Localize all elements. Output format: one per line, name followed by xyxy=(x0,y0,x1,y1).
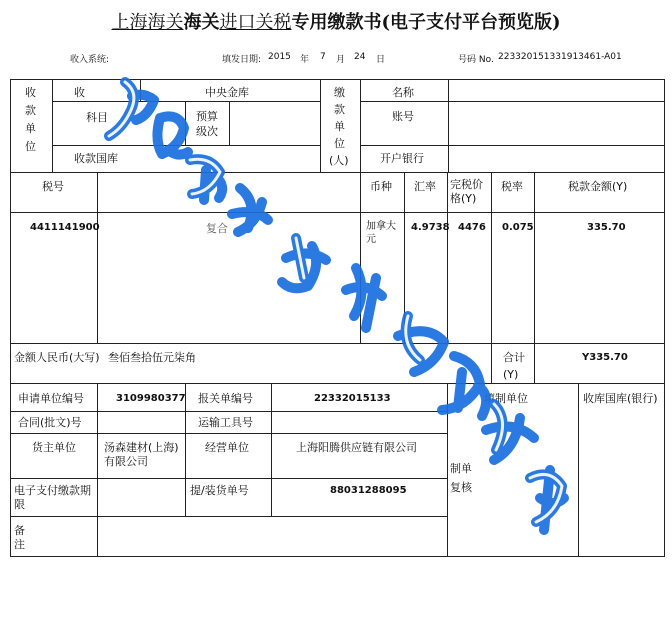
payer-label-char: (人) xyxy=(329,154,349,167)
item-tax-no: 4411141900 xyxy=(30,222,100,233)
payment-deadline-label: 电子支付缴款期限 xyxy=(14,484,91,511)
header-price: 完税价格(Y) xyxy=(450,178,483,205)
collecting-authority-value: 中央金库 xyxy=(205,86,249,99)
collector-label-char: 位 xyxy=(25,140,36,153)
remarks-label: 备注 xyxy=(14,524,25,551)
contract-label: 合同(批文)号 xyxy=(18,416,82,429)
owner-value: 汤森建材(上海)有限公司 xyxy=(104,441,179,468)
revenue-system-label: 收入系统: xyxy=(70,55,110,65)
declaration-no-value: 22332015133 xyxy=(314,393,391,404)
payer-label-char: 款 xyxy=(334,103,345,116)
document-title xyxy=(0,8,672,34)
owner-label: 货主单位 xyxy=(32,441,76,454)
document-number: 223320151331913461-A01 xyxy=(498,52,622,62)
budget-level-label: 预算 xyxy=(196,110,218,123)
number-label: 号码 No. xyxy=(458,55,494,65)
operator-label: 经营单位 xyxy=(205,441,249,454)
issue-day: 24 xyxy=(354,52,366,62)
item-description: 复合 xyxy=(206,222,228,235)
title-tax-type: 进口关税 xyxy=(219,12,292,33)
title-suffix: 专用缴款书(电子支付平台预览版) xyxy=(291,12,561,33)
bill-no-value: 88031288095 xyxy=(330,485,407,496)
payer-account-label: 账号 xyxy=(392,110,414,123)
declaration-no-label: 报关单编号 xyxy=(198,392,253,405)
amount-words-label: 金额人民币(大写) xyxy=(14,351,100,364)
item-currency: 加拿大元 xyxy=(366,221,396,245)
sum-label: 合计 xyxy=(503,351,525,364)
applicant-no-label: 申请单位编号 xyxy=(18,392,84,405)
payer-bank-label: 开户银行 xyxy=(380,152,424,165)
sum-unit: (Y) xyxy=(503,368,519,381)
operator-value: 上海阳腾供应链有限公司 xyxy=(296,441,417,454)
applicant-no-value: 3109980377 xyxy=(116,393,186,404)
payer-name-label: 名称 xyxy=(392,86,414,99)
filler-label: 填制单位 xyxy=(484,392,528,405)
header-tax-rate: 税率 xyxy=(501,180,523,193)
issue-month-unit: 月 xyxy=(336,55,346,65)
item-tax-rate: 0.075 xyxy=(502,222,534,233)
payer-label-char: 缴 xyxy=(334,86,345,99)
account-item-label: 科目 xyxy=(86,111,108,124)
collecting-authority-label: 收 xyxy=(74,86,85,99)
payer-label-char: 位 xyxy=(334,137,345,150)
budget-level-label-2: 级次 xyxy=(196,125,218,138)
reviewer-label: 复核 xyxy=(450,481,472,494)
issue-month: 7 xyxy=(320,52,326,62)
collector-label-char: 单 xyxy=(25,122,36,135)
payer-label-char: 单 xyxy=(334,120,345,133)
issue-date-label: 填发日期: xyxy=(222,55,262,65)
title-customs-name: 上海海关 xyxy=(111,12,184,33)
bill-no-label: 提/装货单号 xyxy=(190,484,249,497)
header-amount: 税款金额(Y) xyxy=(568,180,628,193)
collector-label-char: 收 xyxy=(25,86,36,99)
maker-label: 制单 xyxy=(450,462,472,475)
sum-value: Y335.70 xyxy=(582,352,628,363)
amount-words-value: 叁佰叁拾伍元柒角 xyxy=(108,351,196,364)
treasury-label: 收款国库 xyxy=(74,152,118,165)
title-customs: 海关 xyxy=(183,12,220,33)
issue-year: 2015 xyxy=(268,52,291,62)
item-price: 4476 xyxy=(458,222,486,233)
treasury-bank-label: 收库国库(银行) xyxy=(583,392,658,405)
header-tax-no: 税号 xyxy=(42,180,64,193)
item-amount: 335.70 xyxy=(587,222,626,233)
collector-label-char: 款 xyxy=(25,104,36,117)
header-rate: 汇率 xyxy=(414,180,436,193)
issue-day-unit: 日 xyxy=(376,55,386,65)
issue-year-unit: 年 xyxy=(300,55,310,65)
transport-label: 运输工具号 xyxy=(198,416,253,429)
header-currency: 币种 xyxy=(370,180,392,193)
item-rate: 4.9738 xyxy=(411,222,450,233)
